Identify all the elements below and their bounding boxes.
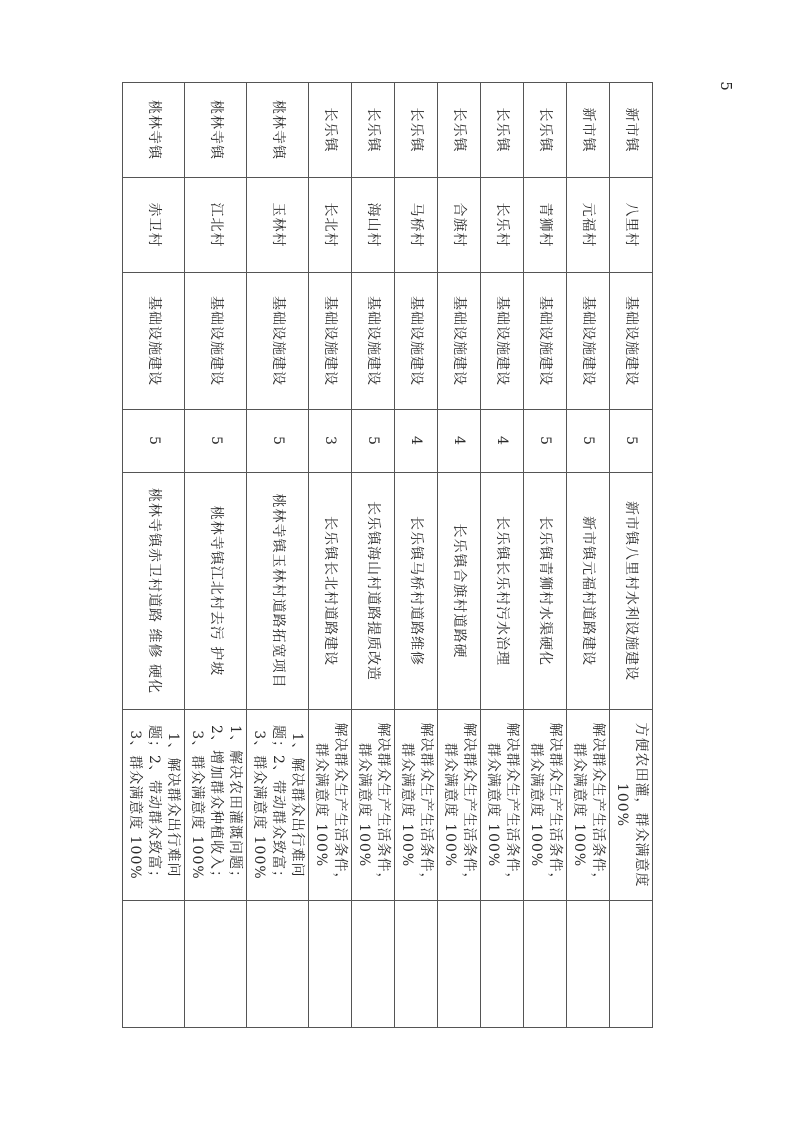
amount-cell: 4 <box>481 410 524 473</box>
village-cell: 玉林村 <box>247 178 309 273</box>
benefit-cell: 解决群众生产生活条件，群众满意度 100% <box>309 710 352 901</box>
category-cell: 基础设施建设 <box>247 273 309 410</box>
project-name-cell: 长乐镇长北村道路建设 <box>309 473 352 710</box>
town-cell: 长乐镇 <box>352 83 395 178</box>
town-cell: 长乐镇 <box>438 83 481 178</box>
table-row <box>309 83 352 1028</box>
remark-cell <box>610 901 653 1028</box>
town-cell: 桃林寺镇 <box>185 83 247 178</box>
remark-cell <box>247 901 309 1028</box>
benefit-cell: 解决群众生产生活条件，群众满意度 100% <box>352 710 395 901</box>
remark-cell <box>481 901 524 1028</box>
project-name-cell: 桃林寺镇玉林村道路拓宽项目 <box>247 473 309 710</box>
project-table <box>122 82 653 1028</box>
category-cell: 基础设施建设 <box>438 273 481 410</box>
project-name-cell: 新市镇八里村水利设施建设 <box>610 473 653 710</box>
village-cell: 赤卫村 <box>123 178 185 273</box>
table-row <box>481 83 524 1028</box>
project-name-cell: 长乐镇长乐村污水治理 <box>481 473 524 710</box>
amount-cell: 5 <box>610 410 653 473</box>
category-cell: 基础设施建设 <box>481 273 524 410</box>
benefit-cell: 解决群众生产生活条件，群众满意度 100% <box>395 710 438 901</box>
amount-cell: 5 <box>352 410 395 473</box>
benefit-cell: 1、解决农田灌溉问题；2、增加群众种植收入；3、群众满意度 100% <box>185 710 247 901</box>
benefit-cell: 方便农田灌，群众满意度 100% <box>610 710 653 901</box>
village-cell: 青狮村 <box>524 178 567 273</box>
remark-cell <box>567 901 610 1028</box>
table-row <box>610 83 653 1028</box>
amount-cell: 5 <box>247 410 309 473</box>
benefit-cell: 解决群众生产生活条件，群众满意度 100% <box>438 710 481 901</box>
town-cell: 长乐镇 <box>481 83 524 178</box>
category-cell: 基础设施建设 <box>309 273 352 410</box>
project-name-cell: 长乐镇合旗村道路硬 <box>438 473 481 710</box>
category-cell: 基础设施建设 <box>123 273 185 410</box>
amount-cell: 5 <box>185 410 247 473</box>
town-cell: 新市镇 <box>567 83 610 178</box>
amount-cell: 5 <box>524 410 567 473</box>
village-cell: 合旗村 <box>438 178 481 273</box>
table-row <box>524 83 567 1028</box>
project-name-cell: 长乐镇青狮村水渠硬化 <box>524 473 567 710</box>
table-row <box>567 83 610 1028</box>
benefit-cell: 解决群众生产生活条件，群众满意度 100% <box>481 710 524 901</box>
village-cell: 海山村 <box>352 178 395 273</box>
project-name-cell: 桃林寺镇赤卫村道路 维修 硬化 <box>123 473 185 710</box>
town-cell: 长乐镇 <box>395 83 438 178</box>
amount-cell: 5 <box>123 410 185 473</box>
table-row <box>438 83 481 1028</box>
project-table-region <box>122 82 653 1027</box>
benefit-cell: 解决群众生产生活条件，群众满意度 100% <box>524 710 567 901</box>
benefit-cell: 1、解决群众出行难问题；2、带动群众致富；3、群众满意度 100% <box>123 710 185 901</box>
category-cell: 基础设施建设 <box>524 273 567 410</box>
table-row <box>185 83 247 1028</box>
benefit-cell: 1、解决群众出行难问题；2、带动群众致富；3、群众满意度 100% <box>247 710 309 901</box>
project-name-cell: 长乐镇马桥村道路维修 <box>395 473 438 710</box>
benefit-cell: 解决群众生产生活条件，群众满意度 100% <box>567 710 610 901</box>
project-name-cell: 新市镇元福村道路建设 <box>567 473 610 710</box>
remark-cell <box>524 901 567 1028</box>
amount-cell: 5 <box>567 410 610 473</box>
remark-cell <box>123 901 185 1028</box>
town-cell: 桃林寺镇 <box>247 83 309 178</box>
village-cell: 八里村 <box>610 178 653 273</box>
amount-cell: 4 <box>438 410 481 473</box>
category-cell: 基础设施建设 <box>395 273 438 410</box>
page-number: 5 <box>717 81 735 91</box>
village-cell: 马桥村 <box>395 178 438 273</box>
category-cell: 基础设施建设 <box>185 273 247 410</box>
village-cell: 江北村 <box>185 178 247 273</box>
town-cell: 长乐镇 <box>524 83 567 178</box>
remark-cell <box>395 901 438 1028</box>
amount-cell: 3 <box>309 410 352 473</box>
table-row <box>395 83 438 1028</box>
amount-cell: 4 <box>395 410 438 473</box>
town-cell: 新市镇 <box>610 83 653 178</box>
table-row <box>123 83 185 1028</box>
category-cell: 基础设施建设 <box>567 273 610 410</box>
project-name-cell: 桃林寺镇江北村去污 护坡 <box>185 473 247 710</box>
village-cell: 长北村 <box>309 178 352 273</box>
remark-cell <box>309 901 352 1028</box>
project-name-cell: 长乐镇海山村道路提质改造 <box>352 473 395 710</box>
remark-cell <box>185 901 247 1028</box>
village-cell: 元福村 <box>567 178 610 273</box>
table-row <box>352 83 395 1028</box>
town-cell: 长乐镇 <box>309 83 352 178</box>
village-cell: 长乐村 <box>481 178 524 273</box>
remark-cell <box>438 901 481 1028</box>
remark-cell <box>352 901 395 1028</box>
category-cell: 基础设施建设 <box>610 273 653 410</box>
category-cell: 基础设施建设 <box>352 273 395 410</box>
town-cell: 桃林寺镇 <box>123 83 185 178</box>
table-row <box>247 83 309 1028</box>
